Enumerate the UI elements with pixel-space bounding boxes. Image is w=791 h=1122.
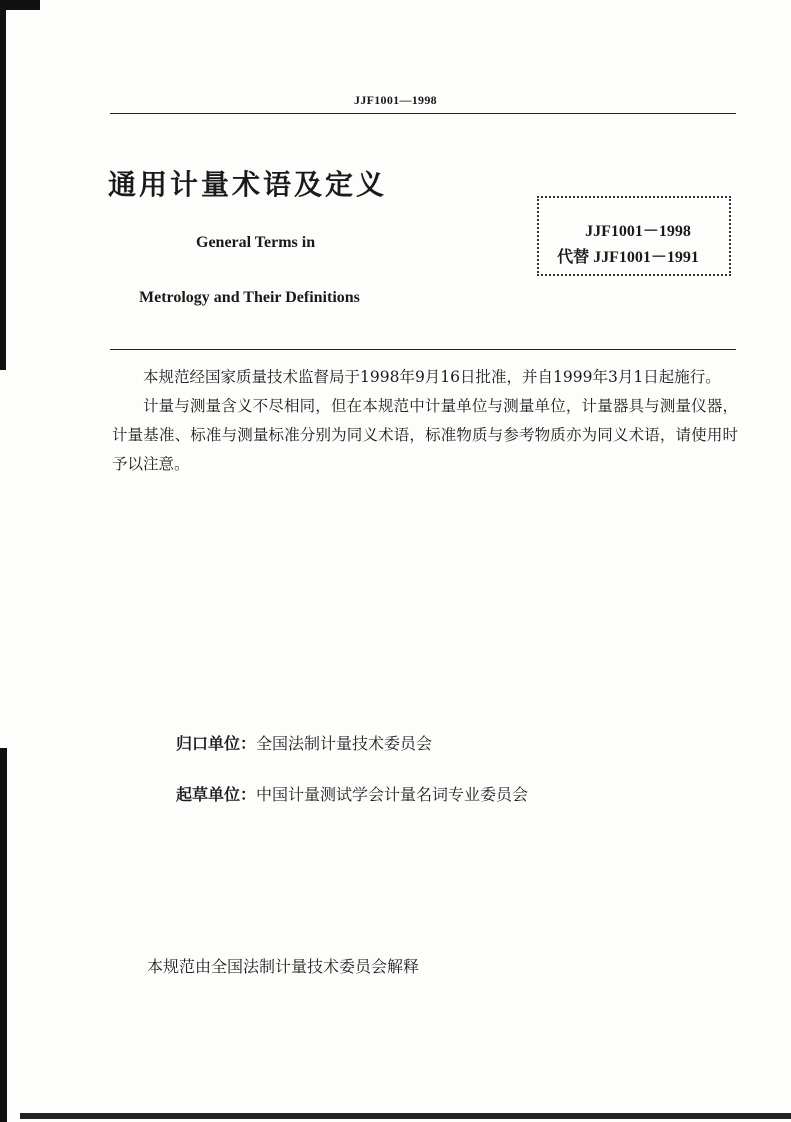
scan-border-left-top: [0, 0, 6, 370]
responsible-unit: [176, 731, 432, 754]
scan-border-left-bottom: [0, 748, 7, 1122]
scan-border-bottom: [20, 1113, 791, 1119]
approval-paragraph: 本规范经国家质量技术监督局于1998年9月16日批准，并自1999年3月1日起施行。: [143, 368, 721, 386]
standard-code-box: [537, 196, 731, 276]
drafting-unit-label: 起草单位：: [176, 785, 257, 804]
interpretation-note: 本规范由全国法制计量技术委员会解释: [147, 957, 420, 976]
drafting-unit-value: 中国计量测试学会计量名词专业委员会: [256, 785, 529, 804]
responsible-unit-label: 归口单位：: [176, 734, 257, 753]
title-english-line1: General Terms in: [196, 234, 316, 251]
scan-border-top: [0, 0, 40, 10]
title-english-line2: Metrology and Their Definitions: [139, 289, 360, 306]
section-rule: [110, 349, 736, 350]
responsible-unit-value: 全国法制计量技术委员会: [256, 734, 433, 753]
standard-code: JJF1001－1998: [585, 223, 691, 240]
running-header-code: JJF1001—1998: [354, 93, 437, 107]
header-rule: [110, 113, 736, 114]
terminology-note-paragraph: 计量与测量含义不尽相同，但在本规范中计量单位与测量单位，计量器具与测量仪器，计量基准、标准与测量标准分别为同义术语，标准物质与参考物质亦为同义术语，请使用时予以注意。: [112, 397, 738, 473]
replaces-code: 代替 JJF1001－1991: [557, 249, 699, 266]
title-chinese: 通用计量术语及定义: [108, 168, 388, 201]
drafting-unit: [176, 782, 528, 805]
body-text: [112, 363, 738, 479]
